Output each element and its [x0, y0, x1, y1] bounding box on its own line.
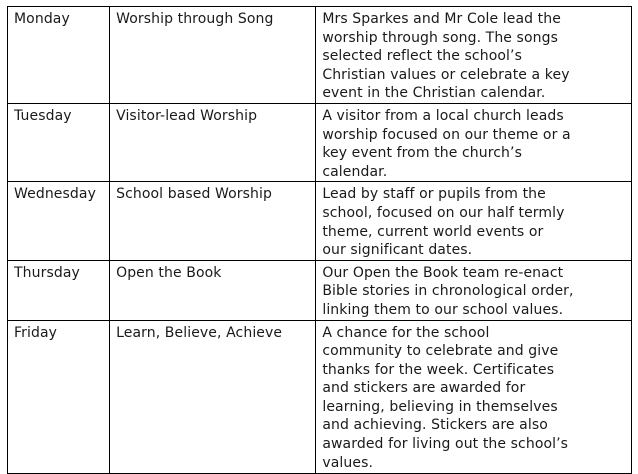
description-cell: Lead by staff or pupils from the school, focused on our half termly theme, current world events or our significant dates.: [316, 182, 632, 260]
worship-type-cell: Open the Book: [110, 260, 316, 320]
day-cell: Thursday: [8, 260, 110, 320]
worship-type-cell: Visitor-lead Worship: [110, 103, 316, 181]
description-cell: A visitor from a local church leads worship focused on our theme or a key event from the church’s calendar.: [316, 103, 632, 181]
description-cell: A chance for the school community to celebrate and give thanks for the week. Certificates and stickers are awarded for learning, believing in themselves and achieving. Stickers are also awarded for living out the school’s values.: [316, 320, 632, 473]
table-row-monday: [8, 7, 632, 104]
worship-schedule-table: [7, 6, 632, 474]
day-cell: Tuesday: [8, 103, 110, 181]
description-cell: Our Open the Book team re-enact Bible stories in chronological order, linking them to our school values.: [316, 260, 632, 320]
table-row-friday: [8, 320, 632, 473]
table-row-tuesday: [8, 103, 632, 181]
table-row-wednesday: [8, 182, 632, 260]
description-cell: Mrs Sparkes and Mr Cole lead the worship through song. The songs selected reflect the school’s Christian values or celebrate a key event in the Christian calendar.: [316, 7, 632, 104]
day-cell: Monday: [8, 7, 110, 104]
day-cell: Friday: [8, 320, 110, 473]
day-cell: Wednesday: [8, 182, 110, 260]
worship-type-cell: Learn, Believe, Achieve: [110, 320, 316, 473]
worship-type-cell: School based Worship: [110, 182, 316, 260]
table-row-thursday: [8, 260, 632, 320]
worship-type-cell: Worship through Song: [110, 7, 316, 104]
